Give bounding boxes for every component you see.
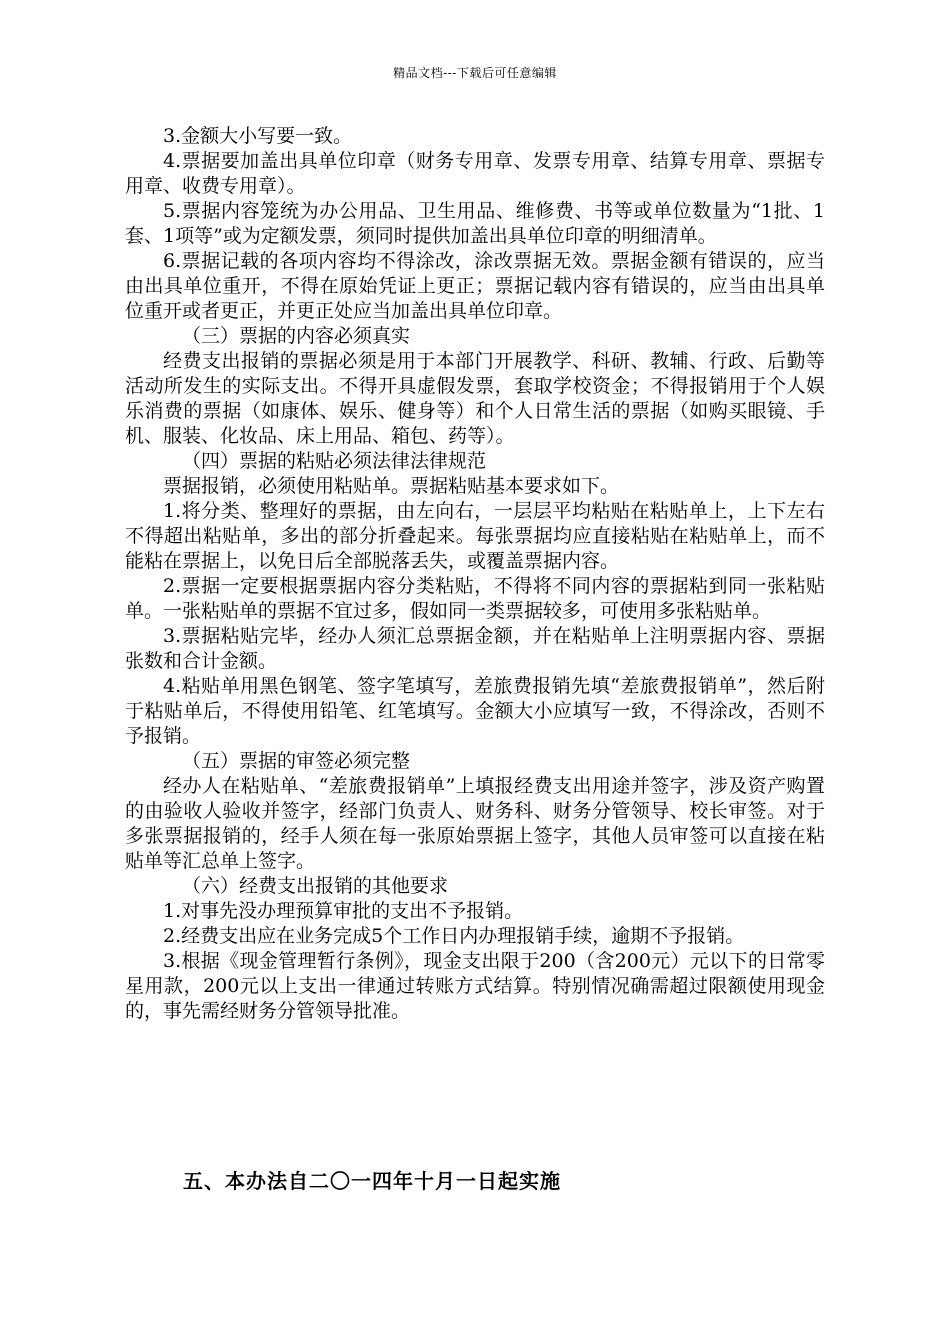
section-6-item-1: 1.对事先没办理预算审批的支出不予报销。 <box>163 900 524 922</box>
section-4-item-2: 2.票据一定要根据票据内容分类粘贴，不得将不同内容的票据粘到同一张粘贴单。一张粘贴单的票据不宜过多，假如同一类票据较多，可使用多张粘贴单。 <box>125 575 825 622</box>
section-4-intro: 票据报销，必须使用粘贴单。票据粘贴基本要求如下。 <box>163 475 620 497</box>
section-heading-5: （五）票据的审签必须完整 <box>182 750 411 772</box>
section-6-item-3: 3.根据《现金管理暂行条例》，现金支出限于200（含200元）元以下的日常零星用款，200元以上支出一律通过转账方式结算。特别情况确需超过限额使用现金的，事先需经财务分管领导批准。 <box>125 950 825 1022</box>
section-heading-3: （三）票据的内容必须真实 <box>182 325 411 347</box>
clause-5-detail-list: 5.票据内容笼统为办公用品、卫生用品、维修费、书等或单位数量为“1批、1套、1项等”或为定额发票，须同时提供加盖出具单位印章的明细清单。 <box>125 200 825 247</box>
section-4-item-4: 4.粘贴单用黑色钢笔、签字笔填写，差旅费报销先填“差旅费报销单”，然后附于粘贴单后，不得使用铅笔、红笔填写。金额大小应填写一致，不得涂改，否则不予报销。 <box>125 675 825 747</box>
section-4-item-3: 3.票据粘贴完毕，经办人须汇总票据金额，并在粘贴单上注明票据内容、票据张数和合计金额。 <box>125 625 825 672</box>
clause-4-seal-requirement: 4.票据要加盖出具单位印章（财务专用章、发票专用章、结算专用章、票据专用章、收费专用章）。 <box>125 150 825 197</box>
final-heading: 五、本办法自二〇一四年十月一日起实施 <box>183 1169 561 1193</box>
section-5-body: 经办人在粘贴单、“差旅费报销单”上填报经费支出用途并签字，涉及资产购置的由验收人验收并签字，经部门负责人、财务科、财务分管领导、校长审签。对于多张票据报销的，经手人须在每一张原始票据上签字，其他人员审签可以直接在粘贴单等汇总单上签字。 <box>125 775 825 872</box>
section-6-item-2: 2.经费支出应在业务完成5个工作日内办理报销手续，逾期不予报销。 <box>163 925 745 947</box>
clause-6-no-alteration: 6.票据记载的各项内容均不得涂改，涂改票据无效。票据金额有错误的，应当由出具单位重开，不得在原始凭证上更正；票据记载内容有错误的，应当由出具单位重开或者更正，并更正处应当加盖出具单位印章。 <box>125 250 825 322</box>
section-4-item-1: 1.将分类、整理好的票据，由左向右，一层层平均粘贴在粘贴单上，上下左右不得超出粘贴单，多出的部分折叠起来。每张票据均应直接粘贴在粘贴单上，而不能粘在票据上，以免日后全部脱落丢失，或覆盖票据内容。 <box>125 500 825 572</box>
section-heading-4: （四）票据的粘贴必须法律法律规范 <box>182 450 487 472</box>
document-body <box>125 124 825 1024</box>
clause-3-amount-consistency: 3.金额大小写要一致。 <box>163 125 353 147</box>
page-header: 精品文档---下载后可任意编辑 <box>393 66 557 80</box>
section-3-body: 经费支出报销的票据必须是用于本部门开展教学、科研、教辅、行政、后勤等活动所发生的实际支出。不得开具虚假发票，套取学校资金；不得报销用于个人娱乐消费的票据（如康体、娱乐、健身等）和个人日常生活的票据（如购买眼镜、手机、服装、化妆品、床上用品、箱包、药等）。 <box>125 350 825 447</box>
section-heading-6: （六）经费支出报销的其他要求 <box>182 875 449 897</box>
